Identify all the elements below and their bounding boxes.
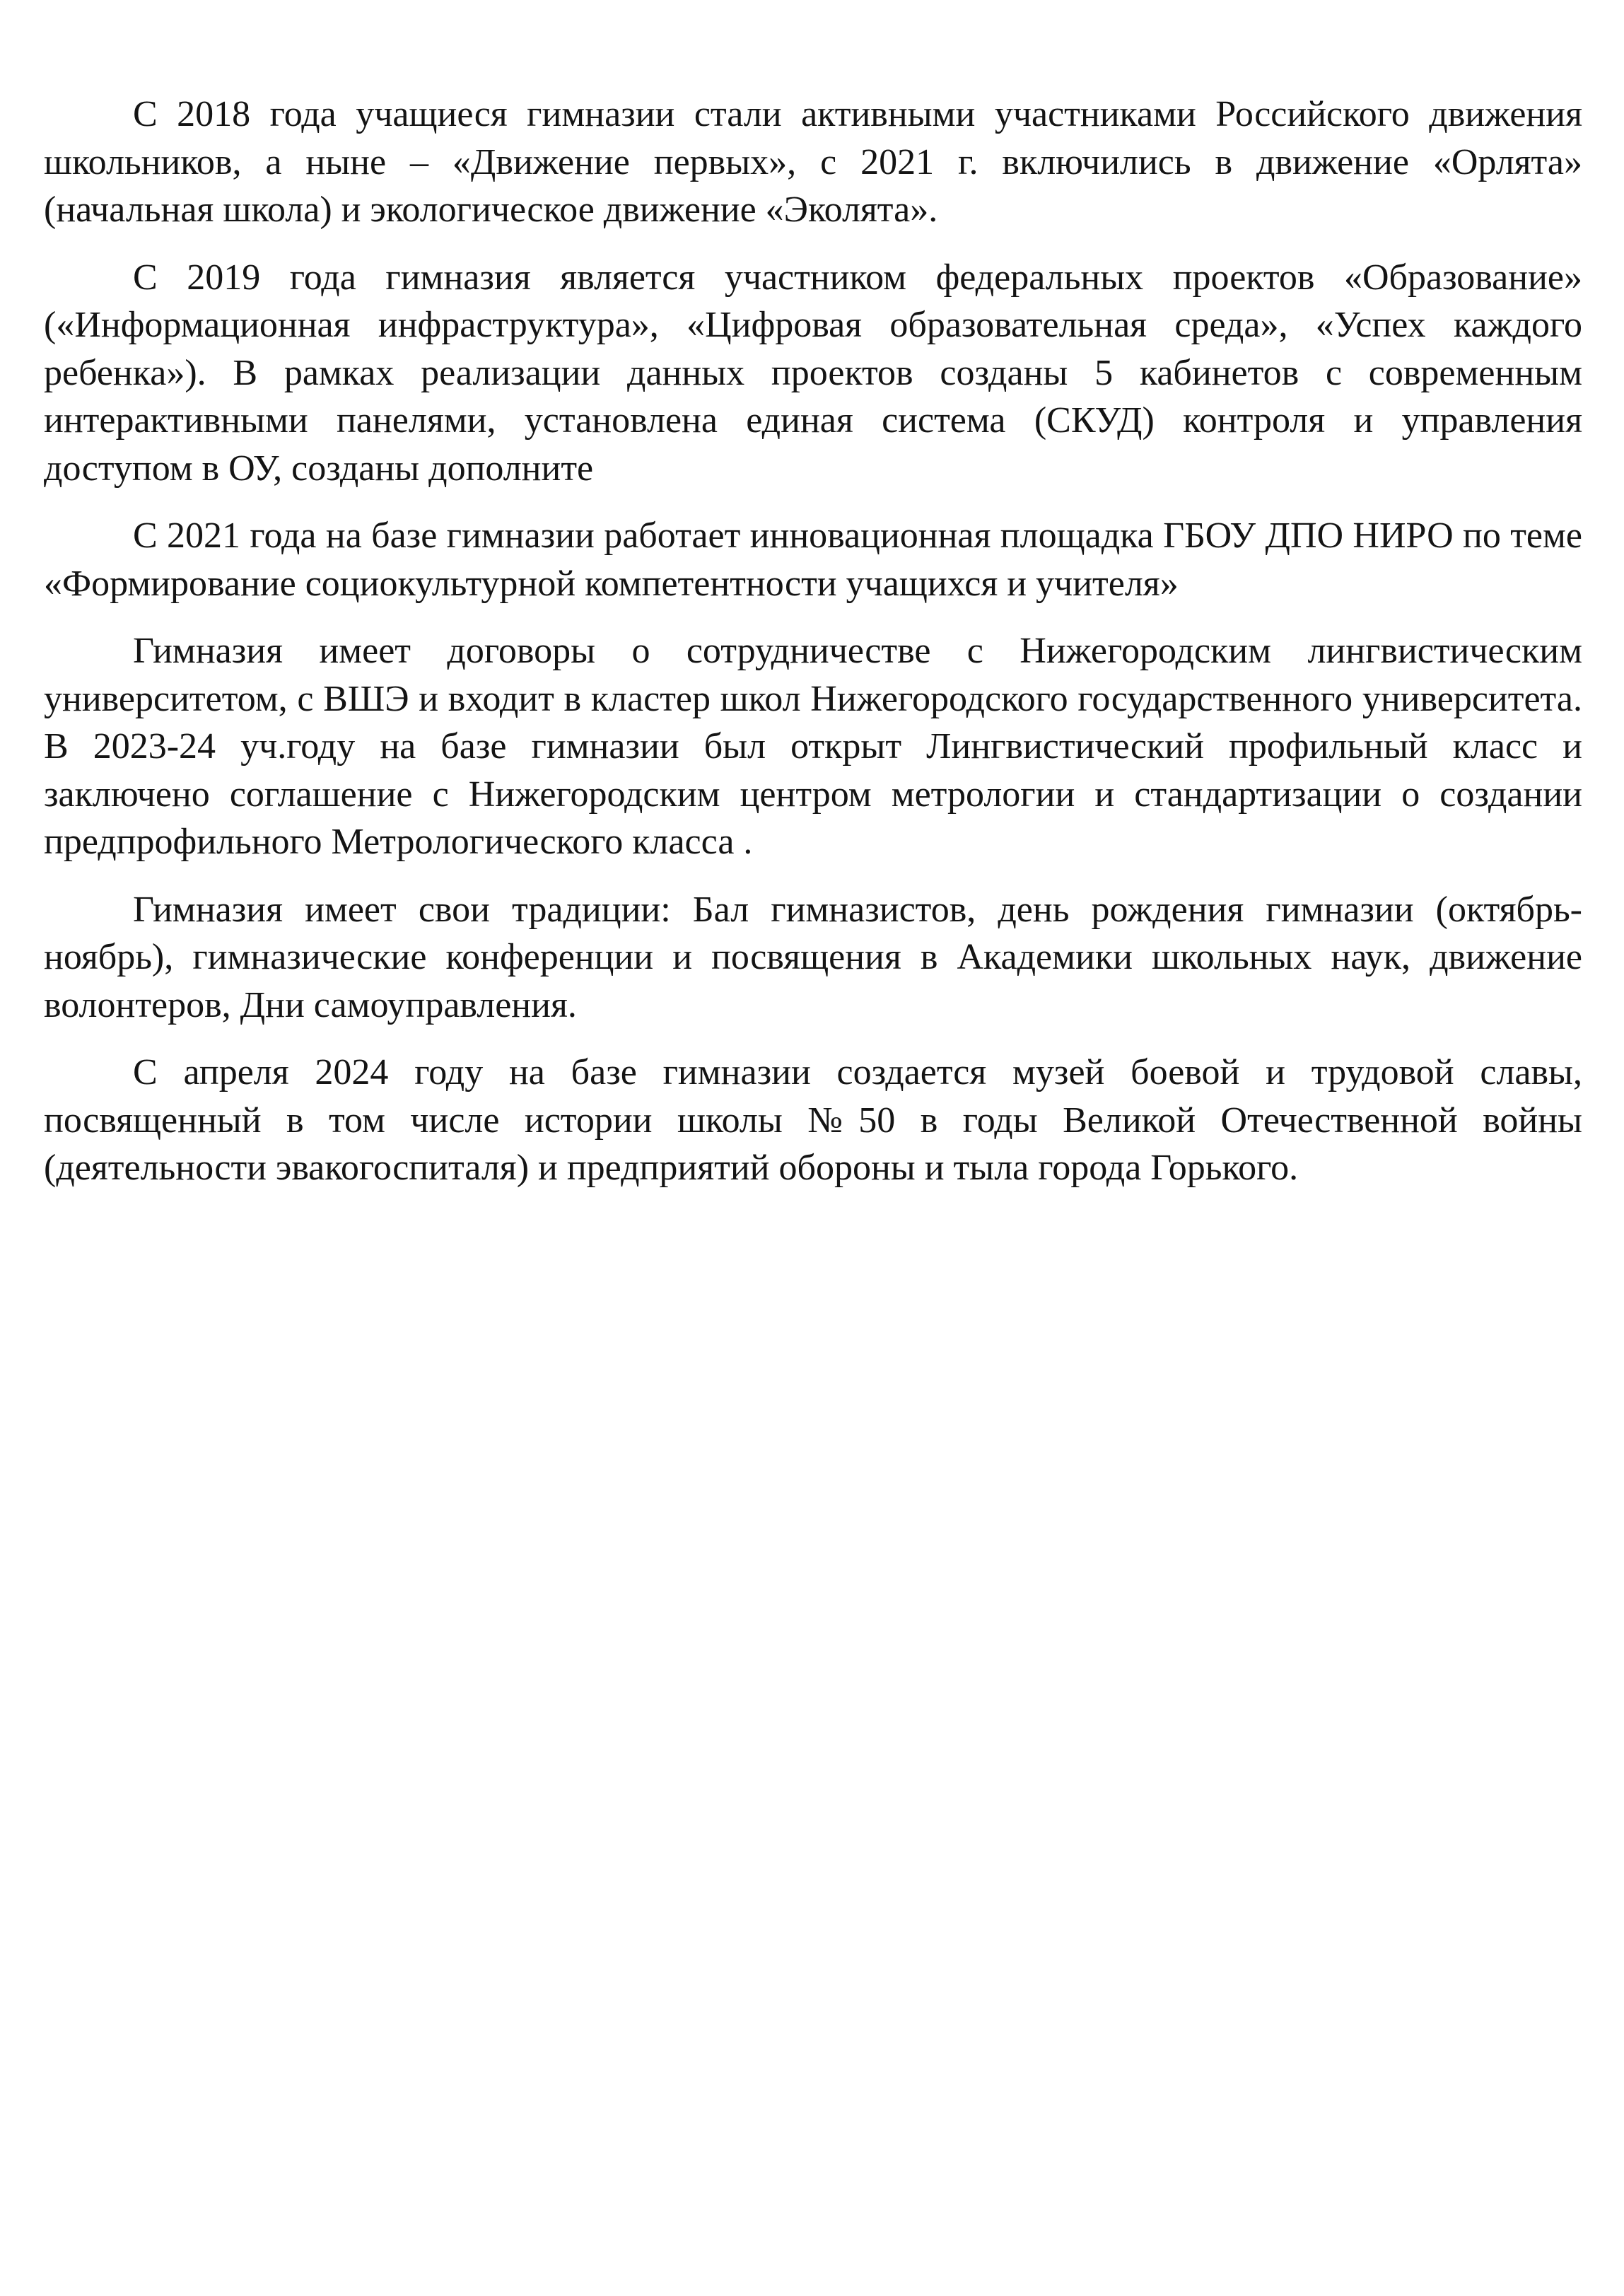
paragraph-federal-projects: С 2019 года гимназия является участником федеральных проектов «Образование» («Информационная инфраструктура», «Цифровая образовательная среда», «Успех каждого ребенка»). В рамках реализации данных проектов созданы 5 кабинетов с современным интерактивными панелями, установлена единая система (СКУД) контроля и управления доступом в ОУ, созданы дополните xyxy=(44,257,1582,489)
paragraph-traditions: Гимназия имеет свои традиции: Бал гимназистов, день рождения гимназии (октябрь-ноябрь), гимназические конференции и посвящения в Академики школьных наук, движение волонтеров, Дни самоуправления. xyxy=(44,889,1582,1025)
paragraph-museum: С апреля 2024 году на базе гимназии создается музей боевой и трудовой славы, посвященный в том числе истории школы №50 в годы Великой Отечественной войны (деятельности эвакогоспиталя) и предприятий обороны и тыла города Горького. xyxy=(44,1052,1582,1188)
paragraph-innovation-site: С 2021 года на базе гимназии работает инновационная площадка ГБОУ ДПО НИРО по теме «Формирование социокультурной компетентности учащихся и учителя» xyxy=(44,515,1582,604)
document-page xyxy=(44,91,1582,1212)
paragraph-youth-movements: С 2018 года учащиеся гимназии стали активными участниками Российского движения школьников, а ныне – «Движение первых», с 2021 г. включились в движение «Орлята» (начальная школа) и экологическое движение «Эколята». xyxy=(44,94,1582,230)
paragraph-cooperation-agreements: Гимназия имеет договоры о сотрудничестве с Нижегородским лингвистическим университетом, с ВШЭ и входит в кластер школ Нижегородского государственного университета. В 2023-24 уч.году на базе гимназии был открыт Лингвистический профильный класс и заключено соглашение с Нижегородским центром метрологии и стандартизации о создании предпрофильного Метрологического класса . xyxy=(44,631,1582,862)
